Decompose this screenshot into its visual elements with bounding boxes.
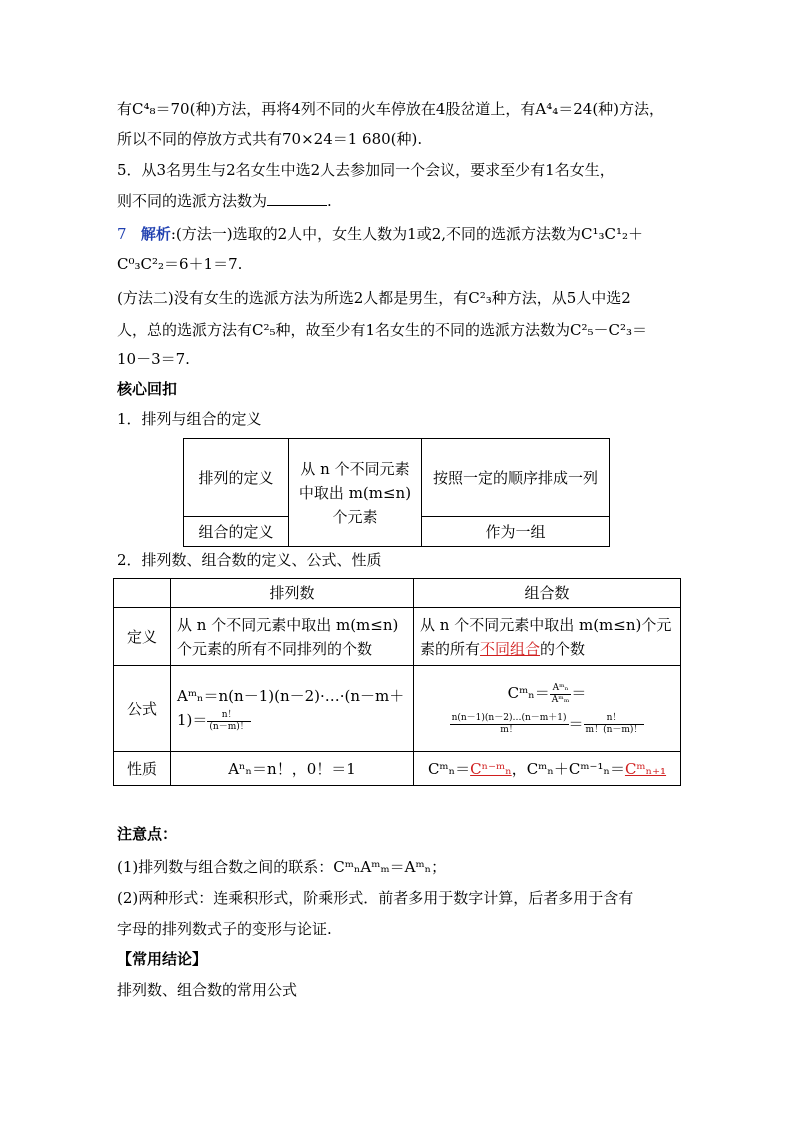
shared-def-cell: 从 n 个不同元素中取出 m(m≤n)个元素 (289, 439, 422, 547)
answer-blank (267, 191, 327, 206)
comb-fraction-2-den: m！ (500, 725, 518, 735)
answer-number: 7 (117, 225, 127, 243)
comb-prop-1: Cᵐₙ＝ (427, 759, 471, 778)
comb-formula-cell (414, 666, 681, 752)
perm-def-cell: 从 n 个不同元素中取出 m(m≤n)个元素的所有不同排列的个数 (171, 608, 414, 666)
comb-formula-eq: ＝ (571, 684, 587, 702)
comb-prop-2: ，Cᵐₙ＋Cᵐ⁻¹ₙ＝ (511, 759, 625, 778)
comb-fraction-3 (584, 713, 645, 736)
perm-def-body: 按照一定的顺序排成一列 (422, 439, 610, 517)
perm-prop-cell: Aⁿₙ＝n！，0！＝1 (171, 752, 414, 786)
notes-title: 注意点： (117, 825, 178, 843)
numbers-table (113, 578, 681, 786)
perm-def-head: 排列的定义 (184, 439, 289, 517)
comb-def-head: 组合的定义 (184, 517, 289, 547)
period: . (327, 192, 332, 210)
perm-fraction-den: (n－m)！ (209, 721, 249, 732)
comb-prop-1-answer: Cⁿ⁻ᵐₙ (470, 759, 512, 778)
comb-def-cell (414, 608, 681, 666)
def-row-head: 定义 (114, 608, 171, 666)
text-line: 有C⁴₈＝70(种)方法，再将4列不同的火车停放在4股岔道上，有A⁴₄＝24(种)方法， (117, 100, 665, 118)
formula-row-head: 公式 (114, 666, 171, 752)
comb-def-body: 作为一组 (422, 517, 610, 547)
answer-line4: 人，总的选派方法有C²₅种，故至少有1名女生的不同的选派方法数为C²₅－C²₃＝ (117, 321, 648, 339)
common-title: 【常用结论】 (117, 950, 208, 968)
question-5-line2 (117, 189, 332, 213)
text-line: 所以不同的停放方式共有70×24＝1 680(种). (117, 130, 423, 148)
note-1: (1)排列数与组合数之间的联系：CᵐₙAᵐₘ＝Aᵐₙ； (117, 858, 447, 876)
answer-label: 解析 (140, 225, 171, 243)
note-2a: (2)两种形式：连乘积形式，阶乘形式．前者多用于数字计算，后者多用于含有 (117, 889, 634, 907)
note-2b: 字母的排列数式子的变形与论证. (117, 920, 332, 938)
common-text: 排列数、组合数的常用公式 (117, 981, 298, 999)
comb-fraction-1-num: Aᵐₙ (550, 683, 572, 695)
answer-line3: (方法二)没有女生的选派方法为所选2人都是男生，有C²₃种方法，从5人中选2 (117, 289, 631, 307)
answer-line2: C⁰₃C²₂＝6＋1＝7. (117, 255, 243, 273)
perm-formula-line1: Aᵐₙ＝n(n－1)(n－2)·…·(n－m＋ (177, 687, 405, 706)
definition-table (183, 438, 610, 547)
comb-def-post: 的个数 (540, 639, 586, 658)
comb-col-head: 组合数 (414, 579, 681, 608)
comb-formula-left: Cᵐₙ＝ (507, 684, 550, 702)
perm-col-head: 排列数 (171, 579, 414, 608)
question-5: 5．从3名男生与2名女生中选2人去参加同一个会议，要求至少有1名女生， (117, 161, 615, 179)
comb-fraction-2-num: n(n－1)(n－2)…(n－m＋1) (451, 713, 567, 723)
perm-fraction (207, 710, 250, 733)
section-title: 核心回扣 (117, 380, 178, 398)
comb-formula-line2 (420, 712, 674, 737)
answer-line5: 10－3＝7. (117, 350, 190, 368)
perm-formula-cell (171, 666, 414, 752)
numbers-title: 2．排列数、组合数的定义、公式、性质 (117, 551, 382, 569)
comb-fraction-1 (550, 683, 572, 706)
definition-title: 1．排列与组合的定义 (117, 410, 262, 428)
comb-formula-line1 (420, 681, 674, 706)
comb-def-pre: 从 n 个不同元素中取出 m(m≤n)个元素的所有 (420, 615, 672, 658)
corner-cell (114, 579, 171, 608)
comb-prop-cell (414, 752, 681, 786)
perm-formula-eq: 1)＝ (177, 711, 208, 730)
comb-fraction-1-den: Aᵐₘ (551, 694, 570, 705)
perm-formula-line2 (177, 708, 407, 733)
perm-fraction-num: n！ (207, 710, 250, 722)
question-text: 则不同的选派方法数为 (117, 192, 268, 210)
answer-text: :(方法一)选取的2人中，女生人数为1或2,不同的选派方法数为C¹₃C¹₂＋ (170, 225, 644, 243)
comb-fraction-3-den: m！(n－m)！ (585, 725, 643, 735)
comb-formula-eq2: ＝ (568, 714, 584, 733)
comb-fraction-2 (450, 713, 569, 736)
prop-row-head: 性质 (114, 752, 171, 786)
answer-line1 (117, 222, 643, 246)
comb-fraction-3-num: n！ (584, 713, 645, 725)
comb-prop-2-answer: Cᵐₙ₊₁ (624, 759, 667, 778)
comb-def-underlined: 不同组合 (480, 639, 541, 658)
